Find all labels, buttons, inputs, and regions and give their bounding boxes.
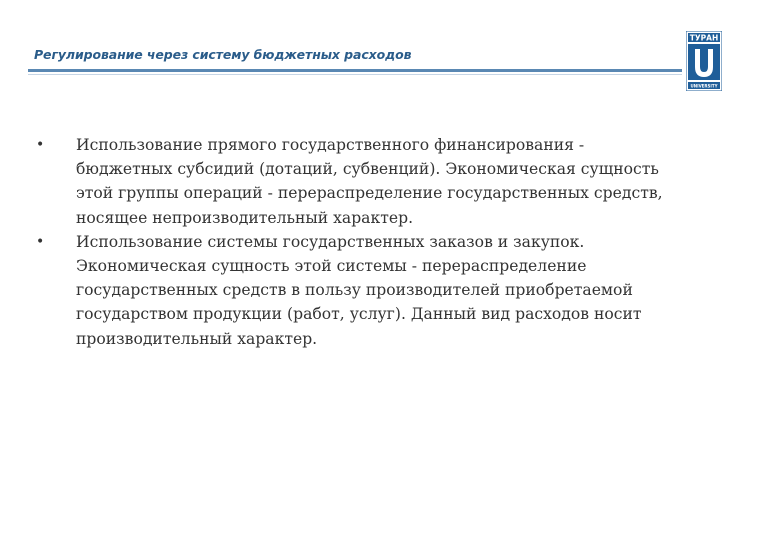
bullet-item	[36, 230, 736, 351]
turan-university-logo	[686, 31, 722, 91]
bullet-text-line: Использование прямого государственного финансирования -	[76, 136, 585, 154]
bullet-text-line: бюджетных субсидий (дотаций, субвенций). Экономическая сущность	[76, 160, 659, 179]
logo-bottom-text: UNIVERSITY	[690, 83, 718, 89]
bullet-text-line: этой группы операций - перераспределение государственных средств,	[76, 184, 663, 203]
bullet-text-line: носящее непроизводительный характер.	[76, 208, 414, 227]
bullet-list	[36, 133, 736, 351]
bullet-text-line: государством продукции (работ, услуг). Данный вид расходов носит	[76, 305, 642, 324]
bullet-item	[36, 133, 736, 230]
title-underline-thin	[28, 74, 682, 75]
bullet-dot: •	[36, 137, 45, 153]
bullet-dot: •	[36, 233, 45, 250]
bullet-text-line: Использование системы государственных заказов и закупок.	[76, 232, 585, 251]
slide-title: Регулирование через систему бюджетных расходов	[34, 47, 412, 62]
bullet-text-line: производительный характер.	[76, 329, 318, 348]
logo-top-text: ТУРАН	[689, 33, 719, 43]
bullet-text-line: государственных средств в пользу производителей приобретаемой	[76, 281, 633, 300]
bullet-text-line: Экономическая сущность этой системы - перераспределение	[76, 257, 587, 276]
title-underline	[28, 69, 682, 72]
